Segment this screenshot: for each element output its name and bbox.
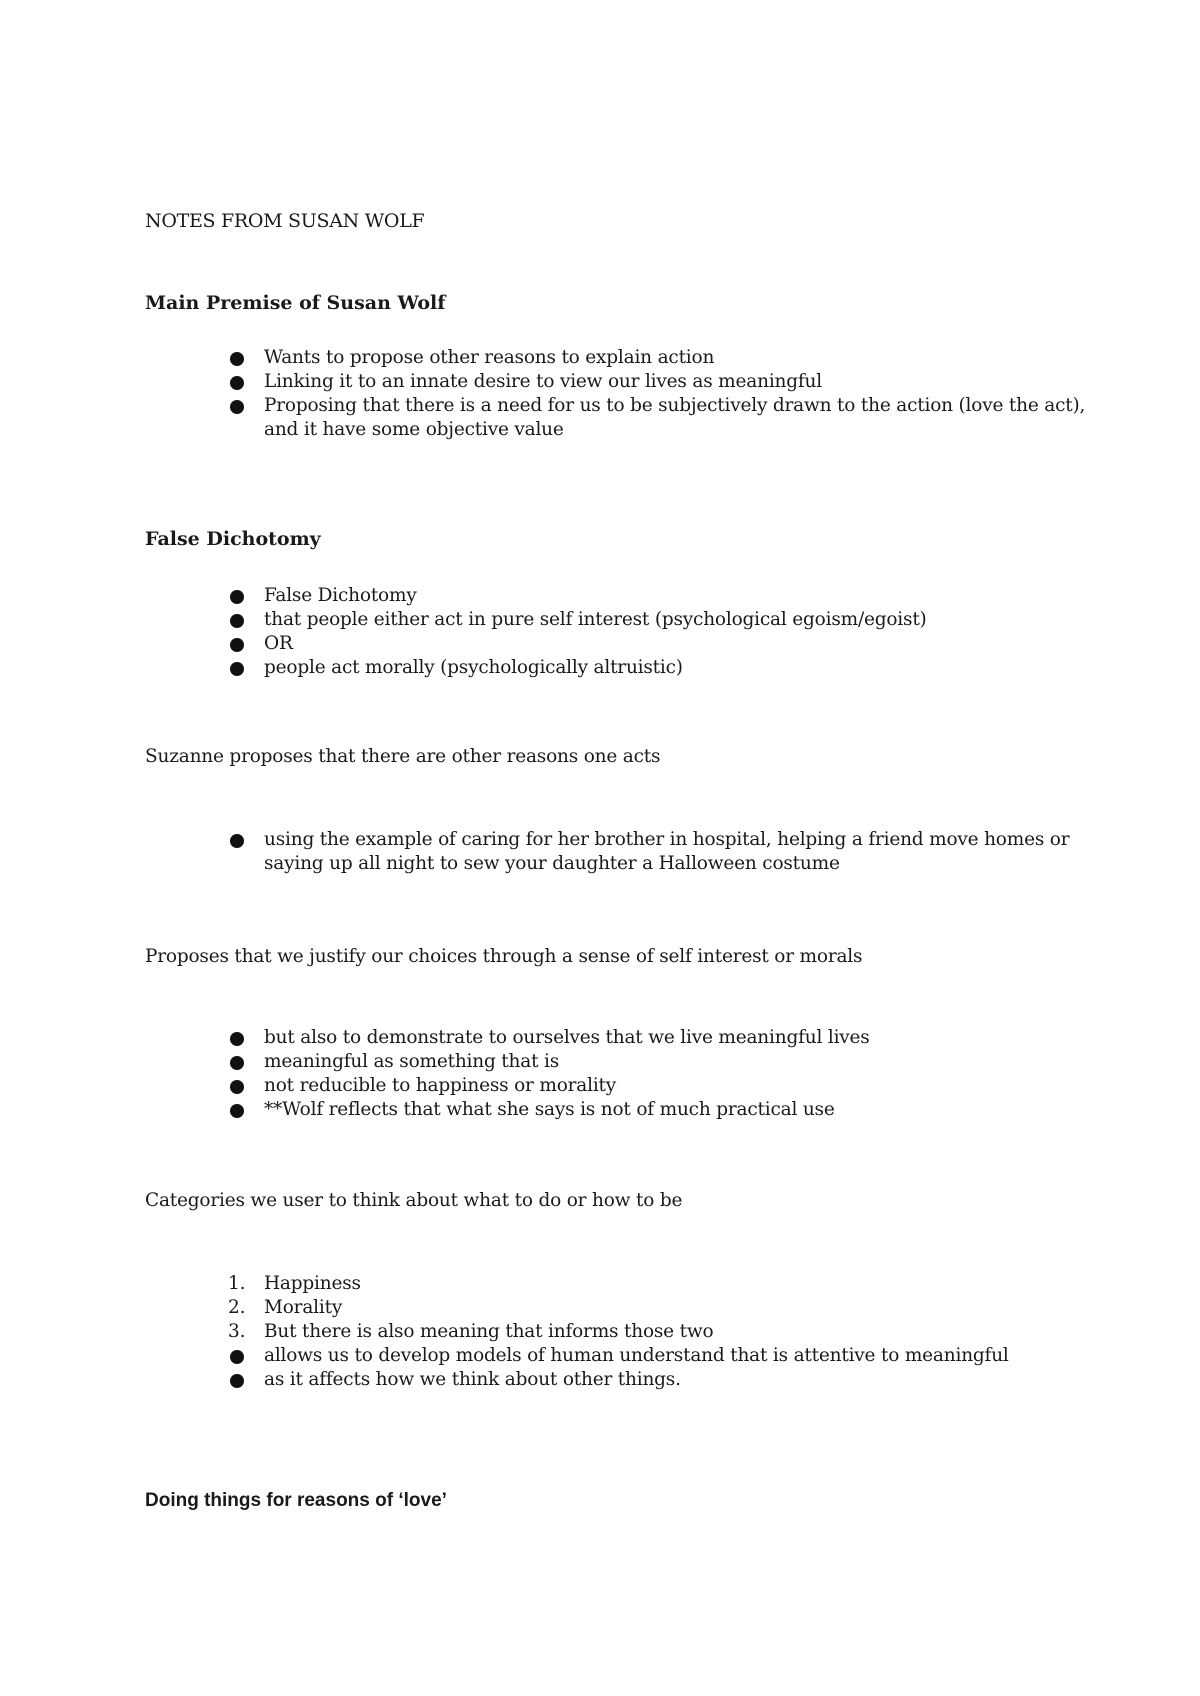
list-number: 2. xyxy=(228,1297,246,1318)
list-number: 3. xyxy=(228,1321,246,1342)
example-list xyxy=(228,828,1088,876)
bullet-icon xyxy=(230,400,244,414)
bullet-icon xyxy=(230,662,244,676)
list-item: **Wolf reflects that what she says is not of much practical use xyxy=(228,1098,1088,1122)
list-item: people act morally (psychologically altruistic) xyxy=(228,656,1088,680)
list-item: OR xyxy=(228,632,1088,656)
main-premise-list xyxy=(228,346,1088,442)
bullet-icon xyxy=(230,834,244,848)
list-item: as it affects how we think about other things. xyxy=(228,1368,1088,1392)
section-heading-love: Doing things for reasons of ‘love’ xyxy=(145,1490,447,1511)
bullet-icon xyxy=(230,1374,244,1388)
section-heading-false-dichotomy: False Dichotomy xyxy=(145,528,321,550)
list-item: but also to demonstrate to ourselves that we live meaningful lives xyxy=(228,1026,1088,1050)
list-item: that people either act in pure self interest (psychological egoism/egoist) xyxy=(228,608,1088,632)
list-item: meaningful as something that is xyxy=(228,1050,1088,1074)
bullet-icon xyxy=(230,352,244,366)
bullet-icon xyxy=(230,590,244,604)
list-item: 1. Happiness xyxy=(228,1273,361,1294)
list-item: 2. Morality xyxy=(228,1297,343,1318)
paragraph-other-reasons: Suzanne proposes that there are other reasons one acts xyxy=(145,746,661,767)
bullet-icon xyxy=(230,614,244,628)
section-heading-main-premise: Main Premise of Susan Wolf xyxy=(145,292,446,314)
list-item: Wants to propose other reasons to explain action xyxy=(228,346,1088,370)
meaningful-list xyxy=(228,1026,1088,1122)
bullet-icon xyxy=(230,638,244,652)
bullet-icon xyxy=(230,1080,244,1094)
bullet-icon xyxy=(230,1032,244,1046)
list-item: Linking it to an innate desire to view our lives as meaningful xyxy=(228,370,1088,394)
list-item: allows us to develop models of human understand that is attentive to meaningful xyxy=(228,1344,1088,1368)
categories-numbered-list xyxy=(228,1272,1088,1344)
list-item: not reducible to happiness or morality xyxy=(228,1074,1088,1098)
list-number: 1. xyxy=(228,1273,246,1294)
meaning-bullets xyxy=(228,1344,1088,1392)
paragraph-justify-choices: Proposes that we justify our choices through a sense of self interest or morals xyxy=(145,946,863,967)
paragraph-categories: Categories we user to think about what to do or how to be xyxy=(145,1190,683,1211)
list-item: 3. But there is also meaning that informs those two xyxy=(228,1321,714,1342)
bullet-icon xyxy=(230,376,244,390)
false-dichotomy-list xyxy=(228,584,1088,680)
document-title: NOTES FROM SUSAN WOLF xyxy=(145,210,425,232)
list-item: False Dichotomy xyxy=(228,584,1088,608)
list-item: using the example of caring for her brother in hospital, helping a friend move homes or saying up all night to sew your daughter a Halloween costume xyxy=(228,828,1088,876)
bullet-icon xyxy=(230,1104,244,1118)
bullet-icon xyxy=(230,1056,244,1070)
list-item: Proposing that there is a need for us to be subjectively drawn to the action (love the act), and it have some objective value xyxy=(228,394,1088,442)
bullet-icon xyxy=(230,1350,244,1364)
